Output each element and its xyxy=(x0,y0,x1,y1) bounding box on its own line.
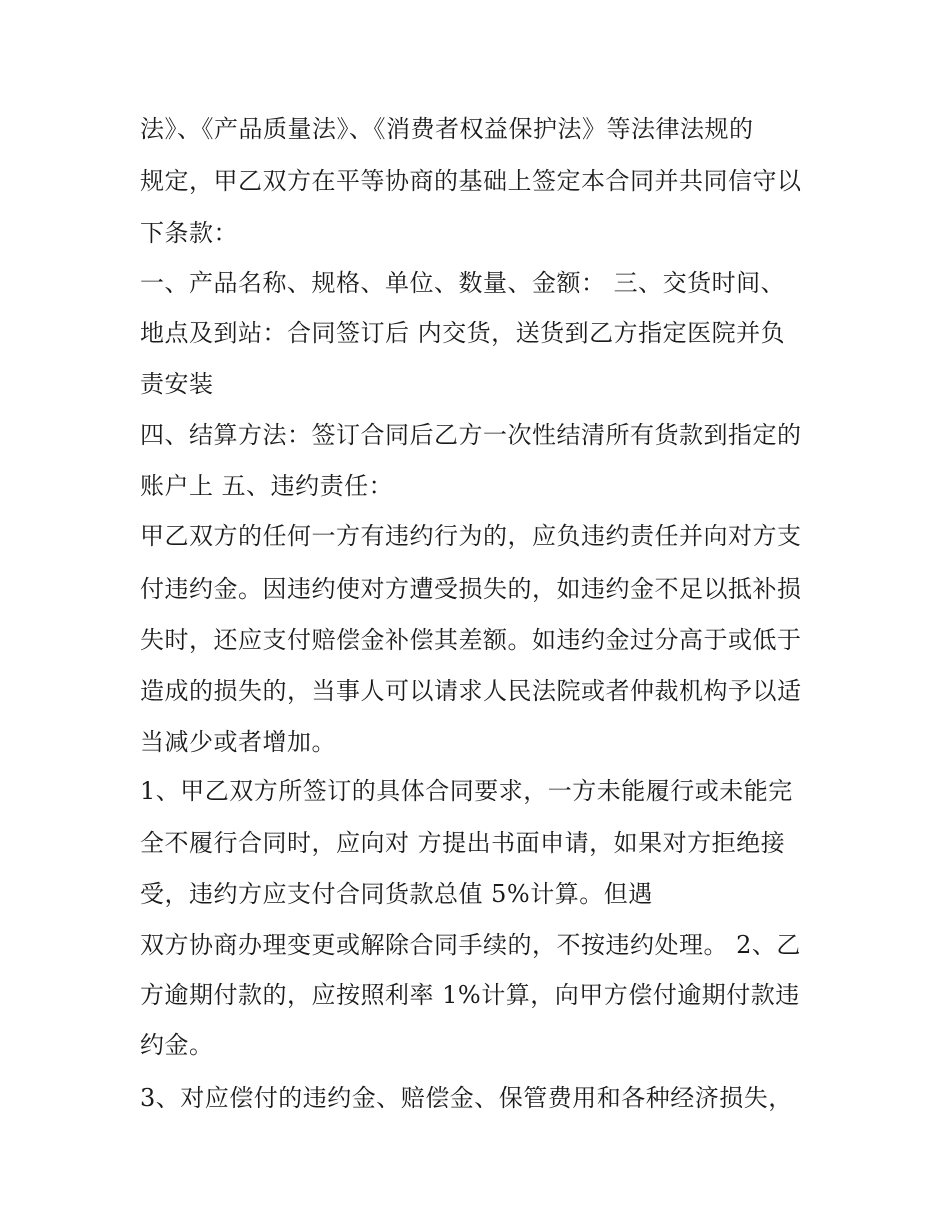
text-line: 甲乙双方的任何一方有违约行为的，应负违约责任并向对方支 xyxy=(140,522,802,550)
text-line: 当减少或者增加。 xyxy=(140,728,336,756)
text-line: 地点及到站：合同签订后 内交货，送货到乙方指定医院并负 xyxy=(140,319,786,347)
text-line: 1、甲乙双方所签订的具体合同要求，一方未能履行或未能完 xyxy=(140,777,793,805)
text-line: 双方协商办理变更或解除合同手续的，不按违约处理。 2、乙 xyxy=(140,931,801,959)
text-line: 一、产品名称、规格、单位、数量、金额： 三、交货时间、 xyxy=(140,269,786,297)
text-line: 责安装 xyxy=(140,370,214,398)
text-line: 付违约金。因违约使对方遭受损失的，如违约金不足以抵补损 xyxy=(140,575,802,603)
text-line: 全不履行合同时，应向对 方提出书面申请，如果对方拒绝接 xyxy=(140,829,786,857)
text-line: 失时，还应支付赔偿金补偿其差额。如违约金过分高于或低于 xyxy=(140,626,802,654)
text-line: 法》、《产品质量法》、《消费者权益保护法》等法律法规的 xyxy=(140,115,754,143)
text-line: 四、结算方法：签订合同后乙方一次性结清所有货款到指定的 xyxy=(140,421,802,449)
text-line: 造成的损失的，当事人可以请求人民法院或者仲裁机构予以适 xyxy=(140,677,802,705)
text-line: 方逾期付款的，应按照利率 1%计算，向甲方偿付逾期付款违 xyxy=(140,981,800,1009)
text-line: 3、对应偿付的违约金、赔偿金、保管费用和各种经济损失， xyxy=(140,1084,793,1112)
text-line: 下条款： xyxy=(140,219,238,247)
text-line: 账户上 五、违约责任： xyxy=(140,472,394,500)
text-line: 约金。 xyxy=(140,1031,214,1059)
text-line: 受，违约方应支付合同货款总值 5%计算。但遇 xyxy=(140,880,653,908)
text-line: 规定，甲乙双方在平等协商的基础上签定本合同并共同信守以 xyxy=(140,167,802,195)
